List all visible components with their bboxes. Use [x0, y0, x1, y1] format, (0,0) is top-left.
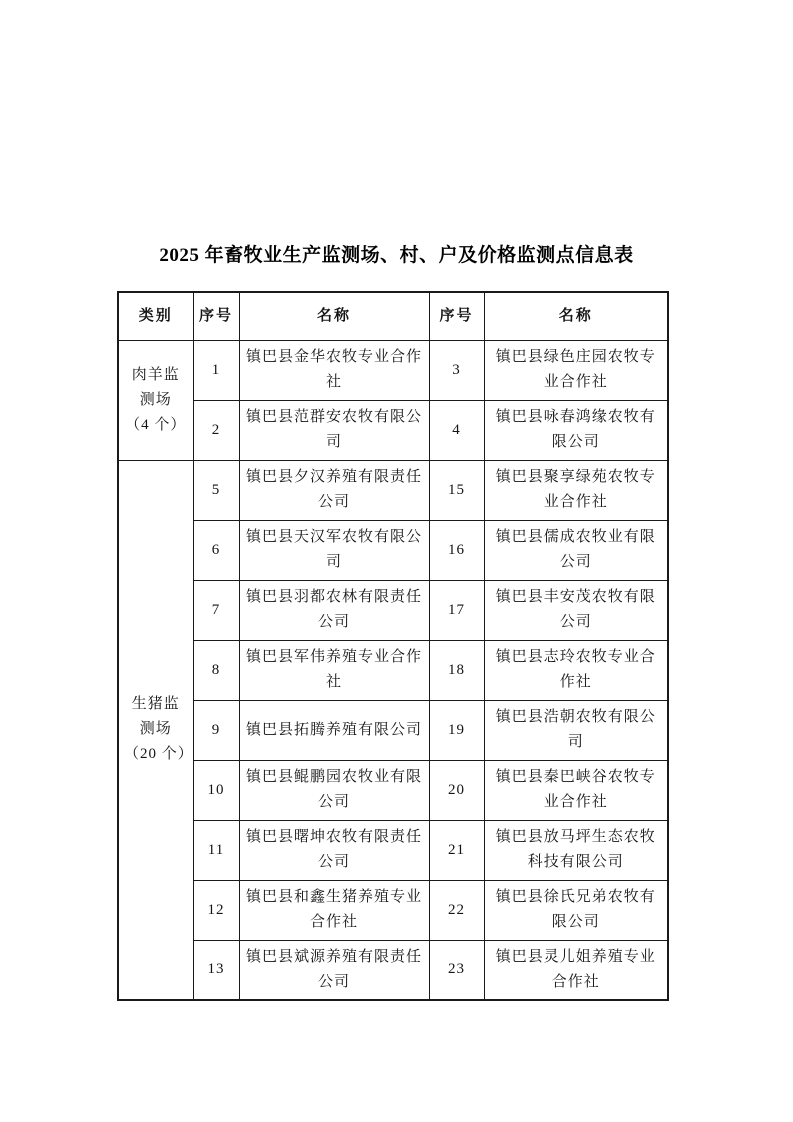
table-row	[118, 520, 668, 580]
header-name-right: 名称	[484, 292, 668, 340]
serial-number: 1	[193, 340, 239, 400]
table-row	[118, 340, 668, 400]
category-cell-pig	[118, 460, 193, 1000]
serial-number: 3	[429, 340, 484, 400]
site-name: 镇巴县秦巴峡谷农牧专业合作社	[484, 760, 668, 820]
site-name: 镇巴县儒成农牧业有限公司	[484, 520, 668, 580]
table-header-row	[118, 292, 668, 340]
serial-number: 22	[429, 880, 484, 940]
site-name: 镇巴县夕汉养殖有限责任公司	[239, 460, 429, 520]
site-name: 镇巴县绿色庄园农牧专业合作社	[484, 340, 668, 400]
site-name: 镇巴县和鑫生猪养殖专业合作社	[239, 880, 429, 940]
serial-number: 20	[429, 760, 484, 820]
site-name: 镇巴县放马坪生态农牧科技有限公司	[484, 820, 668, 880]
table-row	[118, 760, 668, 820]
table-row	[118, 640, 668, 700]
serial-number: 19	[429, 700, 484, 760]
table-row	[118, 940, 668, 1000]
serial-number: 7	[193, 580, 239, 640]
category-cell-sheep	[118, 340, 193, 460]
serial-number: 23	[429, 940, 484, 1000]
site-name: 镇巴县斌源养殖有限责任公司	[239, 940, 429, 1000]
site-name: 镇巴县聚享绿苑农牧专业合作社	[484, 460, 668, 520]
site-name: 镇巴县咏春鸿缘农牧有限公司	[484, 400, 668, 460]
table-row	[118, 880, 668, 940]
table-row	[118, 460, 668, 520]
header-category: 类别	[118, 292, 193, 340]
serial-number: 13	[193, 940, 239, 1000]
serial-number: 2	[193, 400, 239, 460]
serial-number: 15	[429, 460, 484, 520]
page-title: 2025 年畜牧业生产监测场、村、户及价格监测点信息表	[159, 245, 634, 266]
serial-number: 21	[429, 820, 484, 880]
site-name: 镇巴县浩朝农牧有限公司	[484, 700, 668, 760]
site-name: 镇巴县志玲农牧专业合作社	[484, 640, 668, 700]
serial-number: 5	[193, 460, 239, 520]
site-name: 镇巴县拓腾养殖有限公司	[239, 700, 429, 760]
category-label: 肉羊监测场	[131, 366, 180, 408]
site-name: 镇巴县徐氏兄弟农牧有限公司	[484, 880, 668, 940]
serial-number: 16	[429, 520, 484, 580]
site-name: 镇巴县曙坤农牧有限责任公司	[239, 820, 429, 880]
table-row	[118, 700, 668, 760]
site-name: 镇巴县丰安茂农牧有限公司	[484, 580, 668, 640]
site-name: 镇巴县范群安农牧有限公司	[239, 400, 429, 460]
serial-number: 10	[193, 760, 239, 820]
site-name: 镇巴县灵儿姐养殖专业合作社	[484, 940, 668, 1000]
table-row	[118, 400, 668, 460]
serial-number: 11	[193, 820, 239, 880]
serial-number: 12	[193, 880, 239, 940]
serial-number: 17	[429, 580, 484, 640]
serial-number: 8	[193, 640, 239, 700]
header-name-left: 名称	[239, 292, 429, 340]
serial-number: 18	[429, 640, 484, 700]
category-count: （20 个）	[124, 746, 194, 763]
site-name: 镇巴县天汉军农牧有限公司	[239, 520, 429, 580]
serial-number: 6	[193, 520, 239, 580]
serial-number: 4	[429, 400, 484, 460]
site-name: 镇巴县金华农牧专业合作社	[239, 340, 429, 400]
category-count: （4 个）	[125, 416, 187, 433]
category-label: 生猪监测场	[131, 696, 180, 738]
site-name: 镇巴县羽都农林有限责任公司	[239, 580, 429, 640]
table-row	[118, 580, 668, 640]
table-row	[118, 820, 668, 880]
header-no-right: 序号	[429, 292, 484, 340]
site-name: 镇巴县军伟养殖专业合作社	[239, 640, 429, 700]
header-no-left: 序号	[193, 292, 239, 340]
site-name: 镇巴县鲲鹏园农牧业有限公司	[239, 760, 429, 820]
monitoring-table	[117, 291, 669, 1001]
serial-number: 9	[193, 700, 239, 760]
